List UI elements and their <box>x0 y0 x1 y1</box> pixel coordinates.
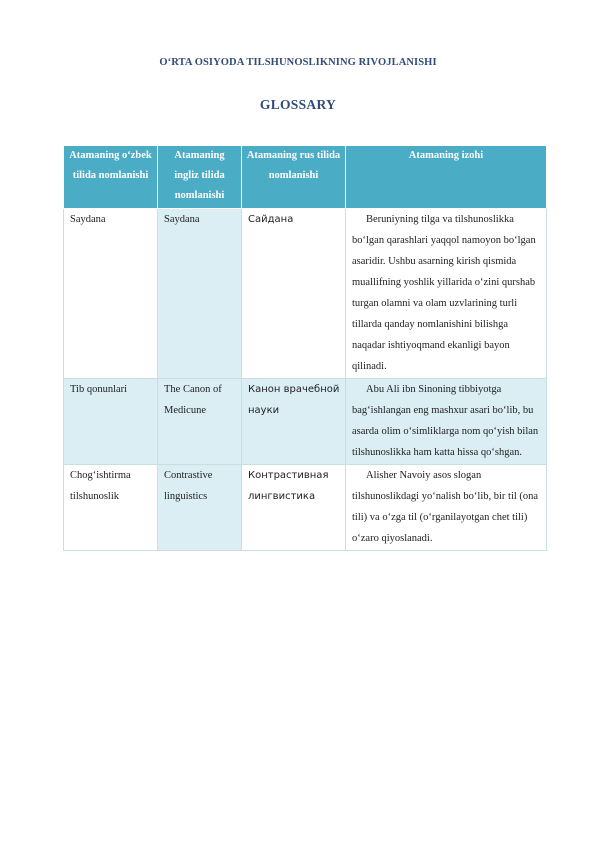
table-row <box>64 209 547 379</box>
cell-uzbek-term: Tib qonunlari <box>64 379 158 465</box>
cell-english-term: Saydana <box>158 209 242 379</box>
cell-description: Beruniyning tilga va tilshunoslikka bo‘lgan qarashlari yaqqol namoyon bo‘lgan asaridir. Ushbu asarning kirish qismida muallifning yoshlik yillarida o‘zini qurshab turgan olamni va olam uzvlarining turli tillarda qanday nomlanishini bilishga naqadar ishtiyoqmand ekanligi bayon qilinadi. <box>346 209 547 379</box>
cell-description: Abu Ali ibn Sinoning tibbiyotga bag‘ishlangan eng mashxur asari bo‘lib, bu asarda olim o‘simliklarga nom qo‘yish bilan tilshunoslikka ham katta hissa qo‘shgan. <box>346 379 547 465</box>
table-row <box>64 379 547 465</box>
table-row <box>64 465 547 551</box>
page-title: GLOSSARY <box>259 97 337 112</box>
column-header-english: Atamaning ingliz tilida nomlanishi <box>158 146 242 209</box>
cell-russian-term: Канон врачебной науки <box>242 379 346 465</box>
cell-description: Alisher Navoiy asos slogan tilshunoslikdagi yo‘nalish bo‘lib, bir til (ona tili) va o‘zga til (o‘rganilayotgan chet tili) o‘zaro qiyoslanadi. <box>346 465 547 551</box>
cell-english-term: The Canon of Medicune <box>158 379 242 465</box>
column-header-description: Atamaning izohi <box>346 146 547 209</box>
cell-uzbek-term: Saydana <box>64 209 158 379</box>
glossary-table <box>63 145 547 551</box>
cell-russian-term: Контрастивная лингвистика <box>242 465 346 551</box>
column-header-uzbek: Atamaning o‘zbek tilida nomlanishi <box>64 146 158 209</box>
running-header: O‘RTA OSIYODA TILSHUNOSLIKNING RIVOJLANISHI <box>159 57 437 68</box>
cell-russian-term: Сайдана <box>242 209 346 379</box>
column-header-russian: Atamaning rus tilida nomlanishi <box>242 146 346 209</box>
cell-uzbek-term: Chog‘ishtirma tilshunoslik <box>64 465 158 551</box>
cell-english-term: Contrastive linguistics <box>158 465 242 551</box>
table-header-row <box>64 146 547 209</box>
